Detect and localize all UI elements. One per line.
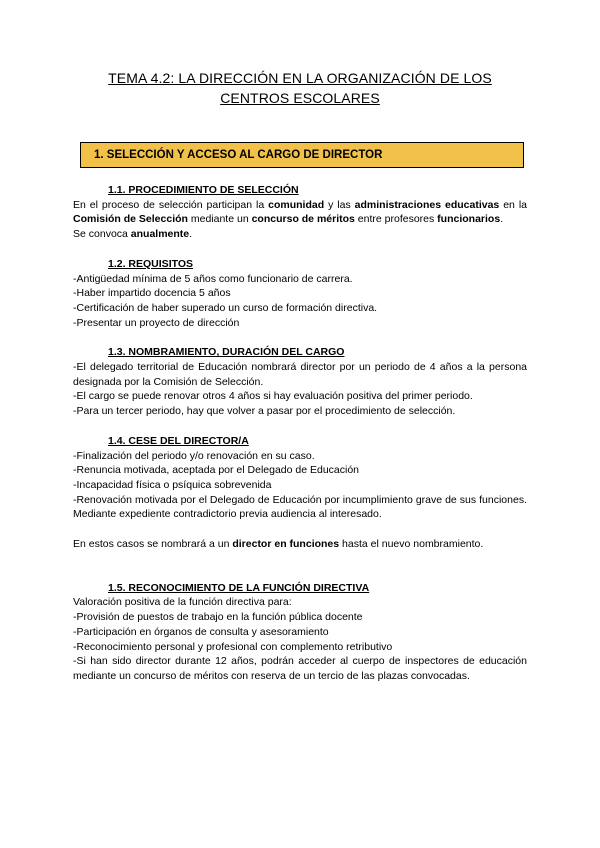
list-item: -Antigüedad mínima de 5 años como funcionario de carrera.: [73, 272, 353, 285]
text-run: .: [189, 228, 193, 241]
subsection-heading-1-5: 1.5. RECONOCIMIENTO DE LA FUNCIÓN DIRECTIVA: [108, 581, 370, 594]
bold-run: concurso de méritos: [251, 213, 355, 226]
text-run: .: [500, 213, 504, 226]
page-title-line-2: CENTROS ESCOLARES: [220, 90, 380, 106]
subsection-heading-1-1: 1.1. PROCEDIMIENTO DE SELECCIÓN: [108, 184, 299, 196]
list-item: -Incapacidad física o psíquica sobrevenida: [73, 478, 272, 491]
acting-director-note: [73, 537, 527, 552]
list-item: -Haber impartido docencia 5 años: [73, 287, 231, 300]
list-item: -Provisión de puestos de trabajo en la función pública docente: [73, 611, 363, 624]
bold-run: funcionarios: [437, 213, 501, 226]
bold-run: administraciones educativas: [354, 198, 500, 211]
list-item: -Certificación de haber superado un curso de formación directiva.: [73, 301, 378, 314]
list-item: -Participación en órganos de consulta y asesoramiento: [73, 625, 329, 638]
recognition-intro: Valoración positiva de la función directiva para:: [73, 596, 292, 609]
list-item: -Presentar un proyecto de dirección: [73, 316, 240, 329]
list-item: -Si han sido director durante 12 años, podrán acceder al cuerpo de inspectores de educación mediante un concurso de méritos con reserva de un tercio de las plazas convocadas.: [73, 655, 527, 682]
section-heading-box: 1. SELECCIÓN Y ACCESO AL CARGO DE DIRECTOR: [80, 142, 524, 168]
bold-run: anualmente: [130, 228, 190, 241]
bold-run: Comisión de Selección: [73, 213, 188, 226]
bold-run: director en funciones: [232, 538, 340, 551]
list-item: -El cargo se puede renovar otros 4 años si hay evaluación positiva del primer periodo.: [73, 390, 473, 403]
selection-paragraph: [73, 198, 527, 227]
text-run: hasta el nuevo nombramiento.: [339, 538, 484, 551]
page-title-line-1: TEMA 4.2: LA DIRECCIÓN EN LA ORGANIZACIÓN DE LOS: [108, 70, 492, 86]
subsection-heading-1-2: 1.2. REQUISITOS: [108, 257, 193, 270]
document-body: [73, 183, 527, 684]
list-item: -Para un tercer periodo, hay que volver a pasar por el procedimiento de selección.: [73, 405, 456, 418]
page-title: [60, 68, 540, 108]
text-run: en la: [499, 198, 528, 211]
list-item: -Reconocimiento personal y profesional con complemento retributivo: [73, 640, 393, 653]
list-item: -Finalización del periodo y/o renovación en su caso.: [73, 449, 315, 462]
text-run: y las: [324, 198, 355, 211]
text-run: mediante un: [187, 213, 252, 226]
bold-run: comunidad: [268, 198, 325, 211]
text-run: En estos casos se nombrará a un: [73, 538, 233, 551]
list-item: -El delegado territorial de Educación nombrará director por un periodo de 4 años a la persona designada por la Comisión de Selección.: [73, 361, 527, 388]
list-item: -Renuncia motivada, aceptada por el Delegado de Educación: [73, 464, 360, 477]
list-item: -Renovación motivada por el Delegado de Educación por incumplimiento grave de sus funciones. Mediante expediente contradictorio previa audiencia al interesado.: [73, 493, 527, 521]
subsection-heading-1-3: 1.3. NOMBRAMIENTO, DURACIÓN DEL CARGO: [108, 346, 345, 359]
convocation-paragraph: [73, 227, 527, 242]
text-run: entre profesores: [354, 213, 438, 226]
text-run: En el proceso de selección participan la: [73, 198, 269, 211]
subsection-heading-1-4: 1.4. CESE DEL DIRECTOR/A: [108, 434, 249, 447]
text-run: Se convoca: [73, 228, 131, 241]
